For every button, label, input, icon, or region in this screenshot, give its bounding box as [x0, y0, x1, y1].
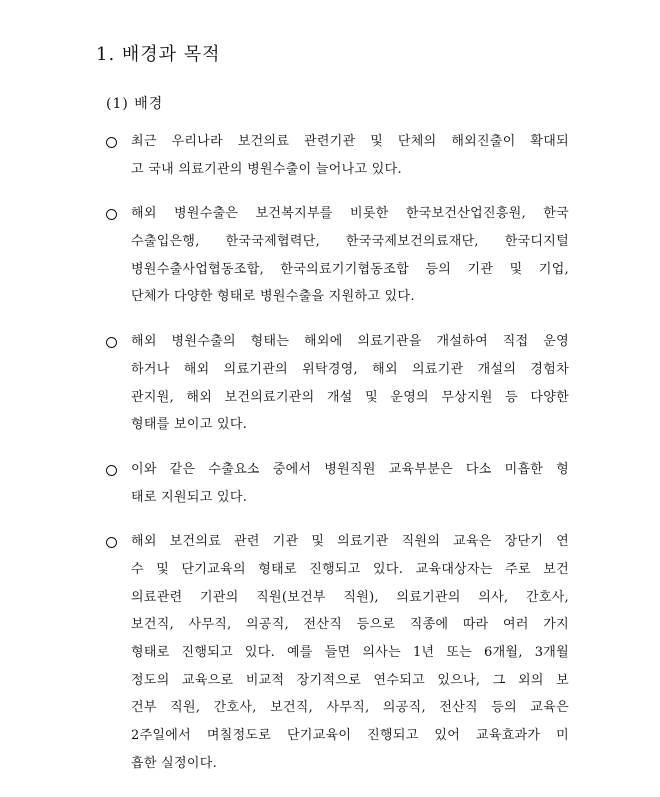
bullet-text-line: 이와 같은 수출요소 중에서 병원직원 교육부분은 다소 미흡한 형 — [131, 461, 569, 477]
bullet-text-line: 정도의 교육으로 비교적 장기적으로 연수되고 있으나, 그 외의 보 — [131, 672, 569, 688]
subsection-title: (1) 배경 — [106, 96, 164, 112]
bullet-text-line: 형태를 보이고 있다. — [131, 417, 248, 433]
bullet-text-line: 수 및 단기교육의 형태로 진행되고 있다. 교육대상자는 주로 보건 — [131, 561, 569, 577]
bullet-item — [104, 131, 569, 186]
circle-bullet-icon — [106, 209, 117, 220]
bullet-text-line: 2주일에서 며칠정도로 단기교육이 진행되고 있어 교육효과가 미 — [131, 728, 569, 744]
bullet-item — [104, 459, 569, 514]
circle-bullet-icon — [106, 337, 117, 348]
circle-bullet-icon — [106, 465, 117, 476]
circle-bullet-icon — [106, 137, 117, 148]
bullet-text-line: 흡한 실정이다. — [131, 755, 218, 771]
bullet-text-line: 해외 병원수출의 형태는 해외에 의료기관을 개설하여 직접 운영 — [131, 334, 569, 350]
bullet-text-line: 해외 보건의료 관련 기관 및 의료기관 직원의 교육은 장단기 연 — [131, 534, 569, 550]
bullet-text-line: 태로 지원되고 있다. — [131, 489, 248, 505]
bullet-text-line: 건부 직원, 간호사, 보건직, 사무직, 의공직, 전산직 등의 교육은 — [131, 700, 569, 716]
bullet-text-line: 병원수출사업협동조합, 한국의료기기협동조합 등의 기관 및 기업, — [131, 261, 569, 277]
bullet-text-line: 고 국내 의료기관의 병원수출이 늘어나고 있다. — [131, 161, 402, 177]
bullet-text-line: 해외 병원수출은 보건복지부를 비롯한 한국보건산업진흥원, 한국 — [131, 206, 569, 222]
circle-bullet-icon — [106, 537, 117, 548]
bullet-item — [104, 331, 569, 442]
bullet-text-line: 의료관련 기관의 직원(보건부 직원), 의료기관의 의사, 간호사, — [131, 589, 569, 605]
bullet-text-line: 수출입은행, 한국국제협력단, 한국국제보건의료재단, 한국디지털 — [131, 234, 569, 250]
bullet-text-line: 최근 우리나라 보건의료 관련기관 및 단체의 해외진출이 확대되 — [131, 134, 569, 149]
bullet-item — [104, 203, 569, 314]
bullet-text-line: 관지원, 해외 보건의료기관의 개설 및 운영의 무상지원 등 다양한 — [131, 389, 569, 405]
bullet-list — [104, 131, 569, 797]
bullet-text-line: 하거나 해외 의료기관의 위탁경영, 해외 의료기관 개설의 경험차 — [131, 361, 569, 377]
bullet-text-line: 단체가 다양한 형태로 병원수출을 지원하고 있다. — [131, 289, 415, 305]
bullet-item — [104, 531, 569, 780]
section-title: 1. 배경과 목적 — [96, 44, 221, 65]
bullet-text-line: 형태로 진행되고 있다. 예를 들면 의사는 1년 또는 6개월, 3개월 — [131, 645, 569, 660]
bullet-text-line: 보건직, 사무직, 의공직, 전산직 등으로 직종에 따라 여러 가지 — [131, 617, 569, 633]
